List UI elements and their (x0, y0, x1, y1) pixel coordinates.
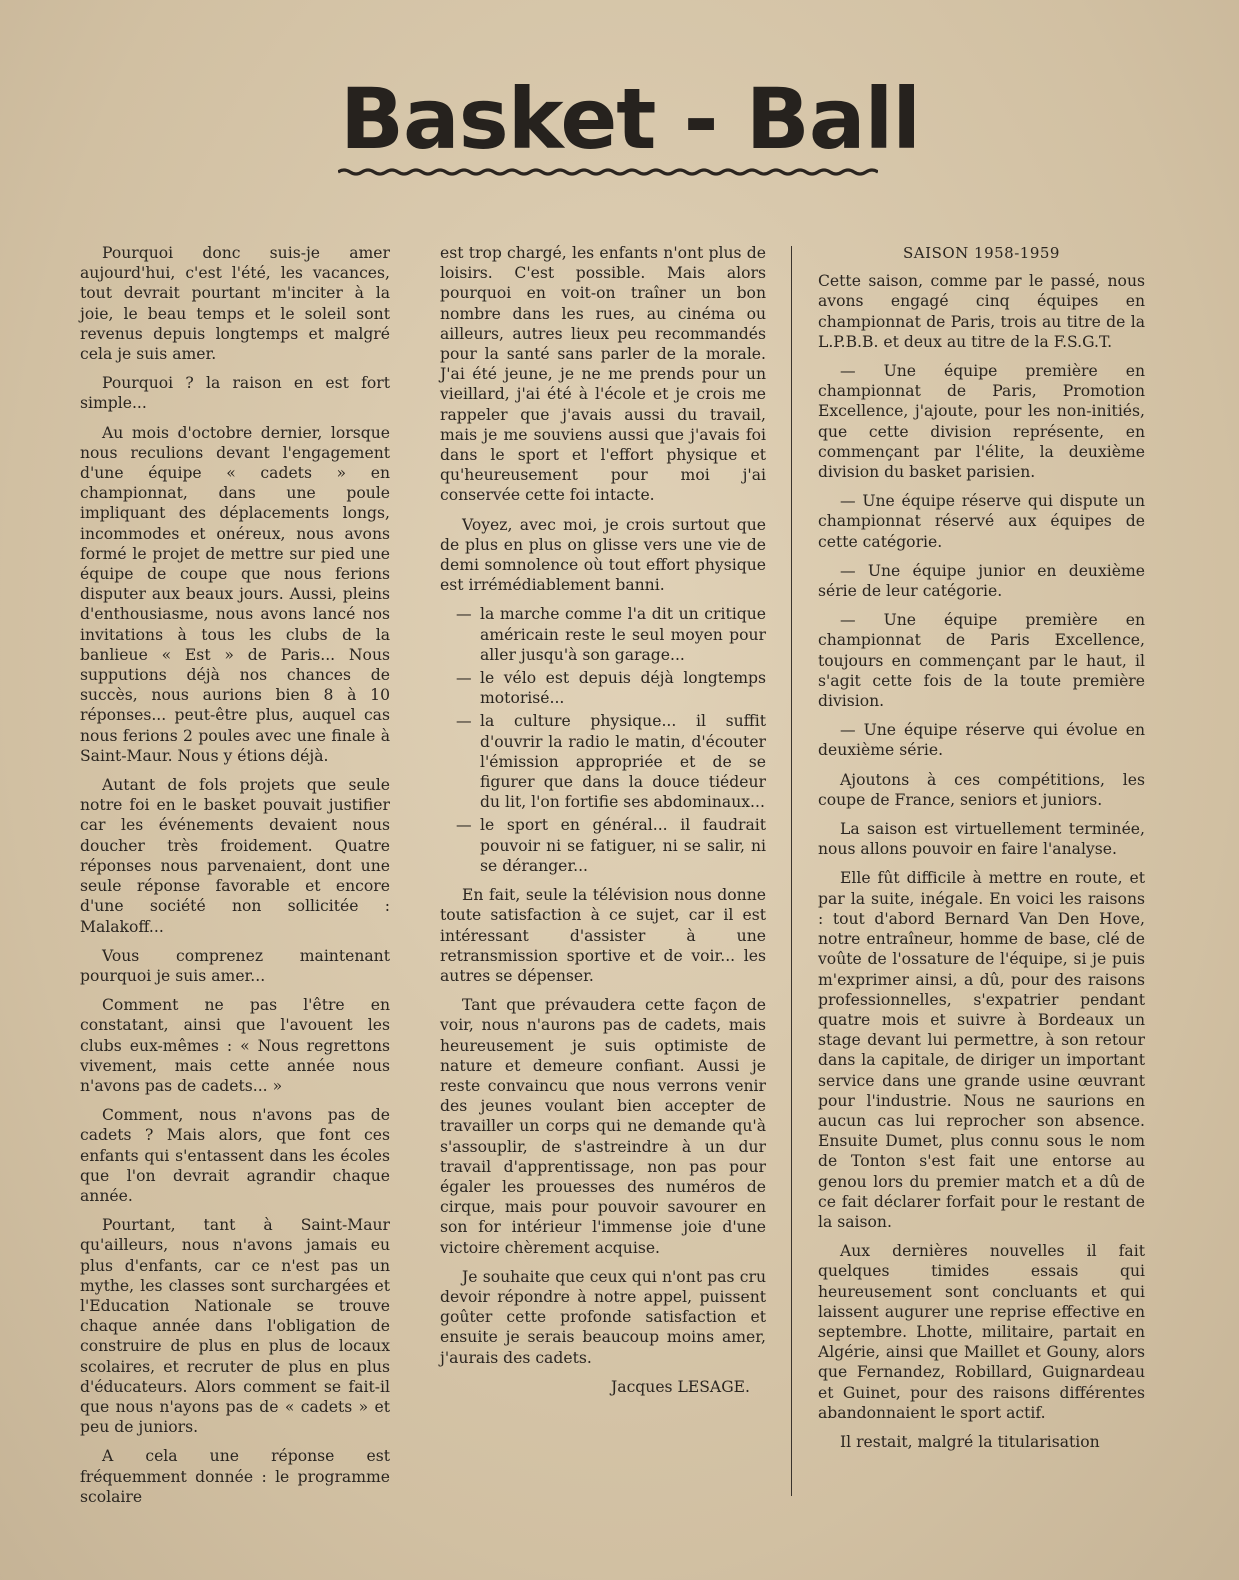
paragraph: Cette saison, comme par le passé, nous avons engagé cinq équipes en championnat de Paris, trois au titre de la L.P.B.B. et deux au titre de la F.S.G.T. (818, 272, 1145, 351)
column-1 (80, 243, 390, 1516)
paragraph: Comment, nous n'avons pas de cadets ? Mais alors, que font ces enfants qui s'entassent dans les écoles que l'on devrait agrandir chaque année. (80, 1106, 390, 1205)
dash-list (440, 604, 766, 876)
paragraph: Au mois d'octobre dernier, lorsque nous reculions devant l'engagement d'une équipe « cadets » en championnat, dans une poule impliquant des déplacements longs, incommodes et onéreux, nous avons formé le projet de mettre sur pied une équipe de coupe que nous ferions disputer aux beaux jours. Aussi, pleins d'enthousiasme, nous avons lancé nos invitations à tous les clubs de la banlieue « Est » de Paris... Nous supputions déjà nos chances de succès, nous aurions bien 8 à 10 réponses... peut-être plus, auquel cas nous ferions 2 poules avec une finale à Saint-Maur. Nous y étions déjà. (80, 423, 390, 765)
paragraph: — Une équipe réserve qui dispute un championnat réservé aux équipes de cette catégorie. (818, 492, 1145, 551)
paragraph: est trop chargé, les enfants n'ont plus de loisirs. C'est possible. Mais alors pourquoi en voit-on traîner un bon nombre dans les rues, au cinéma ou ailleurs, autres lieux peu recommandés pour la santé sans parler de la morale. J'ai été jeune, je ne me prends pour un vieillard, j'ai été à l'école et je crois me rappeler que j'avais aussi du travail, mais je me souviens aussi que j'avais foi dans le sport et l'effort physique et qu'heureusement pour moi j'ai conservée cette foi intacte. (440, 244, 766, 505)
article-title: Basket - Ball (340, 70, 921, 168)
paragraph: Tant que prévaudera cette façon de voir, nous n'aurons pas de cadets, mais heureusement je suis optimiste de nature et demeure confiant. Aussi je reste convaincu que nous verrons venir des jeunes voulant bien accepter de travailler un corps qui ne demande qu'à s'assouplir, de s'astreindre à un dur travail d'apprentissage, non pas pour égaler les prouesses des numéros de cirque, mais pour pouvoir savourer en son for intérieur l'immense joie d'une victoire chèrement acquise. (440, 996, 766, 1257)
paragraph: La saison est virtuellement terminée, nous allons pouvoir en faire l'analyse. (818, 820, 1145, 859)
column-divider (791, 246, 792, 1496)
paragraph: Pourquoi ? la raison en est fort simple... (80, 374, 390, 413)
paragraph: Elle fût difficile à mettre en route, et par la suite, inégale. En voici les raisons : tout d'abord Bernard Van Den Hove, notre entraîneur, homme de base, clé de voûte de l'ossature de l'équipe, si je puis m'exprimer ainsi, a dû, pour des raisons professionnelles, s'expatrier pendant quatre mois et suivre à Bordeaux un stage devant lui permettre, à son retour dans la capitale, de diriger un important service dans une grande usine œuvrant pour l'industrie. Nous ne saurions en aucun cas lui reprocher son absence. Ensuite Dumet, plus connu sous le nom de Tonton s'est fait une entorse au genou lors du premier match et a dû de ce fait déclarer forfait pour le restant de la saison. (818, 869, 1145, 1231)
author-signature: Jacques LESAGE. (611, 1377, 750, 1396)
list-item: — la marche comme l'a dit un critique américain reste le seul moyen pour aller jusqu'à son garage... (456, 605, 766, 664)
paragraph: Aux dernières nouvelles il fait quelques timides essais qui heureusement sont concluants et qui laissent augurer une reprise effective en septembre. Lhotte, militaire, partait en Algérie, ainsi que Maillet et Gouny, alors que Fernandez, Robillard, Guignardeau et Guinet, pour des raisons différentes abandonnaient le sport actif. (818, 1242, 1145, 1422)
paragraph: — Une équipe première en championnat de Paris Excellence, toujours en commençant par le haut, il s'agit cette fois de la toute première division. (818, 611, 1145, 711)
list-item: — le sport en général... il faudrait pouvoir ni se fatiguer, ni se salir, ni se déranger... (456, 816, 766, 875)
paragraph: Pourtant, tant à Saint-Maur qu'ailleurs, nous n'avons jamais eu plus d'enfants, car ce n'est pas un mythe, les classes sont surchargées et l'Education Nationale se trouve chaque année dans l'obligation de construire de plus en plus de locaux scolaires, et recruter de plus en plus d'éducateurs. Alors comment se fait-il que nous n'ayons pas de « cadets » et peu de juniors. (80, 1216, 390, 1437)
paragraph: Vous comprenez maintenant pourquoi je suis amer... (80, 946, 390, 985)
paragraph: Autant de fols projets que seule notre foi en le basket pouvait justifier car les événements devaient nous doucher très froidement. Quatre réponses nous parvenaient, dont une seule réponse favorable et encore d'une société non sollicitée : Malakoff... (80, 776, 390, 936)
paragraph: Je souhaite que ceux qui n'ont pas cru devoir répondre à notre appel, puissent goûter cette profonde satisfaction et ensuite je serais beaucoup moins amer, j'aurais des cadets. (440, 1267, 766, 1367)
section-heading: SAISON 1958-1959 (903, 244, 1060, 262)
paragraph: — Une équipe réserve qui évolue en deuxième série. (818, 721, 1145, 760)
paragraph: Il restait, malgré la titularisation (840, 1432, 1100, 1451)
paragraph: En fait, seule la télévision nous donne toute satisfaction à ce sujet, car il est intéressant d'assister à une retransmission sportive et de voir... les autres se dépenser. (440, 886, 766, 985)
paragraph: A cela une réponse est fréquemment donnée : le programme scolaire (80, 1447, 390, 1506)
column-2 (440, 243, 766, 1397)
column-3 (818, 243, 1145, 1461)
paragraph: Pourquoi donc suis-je amer aujourd'hui, c'est l'été, les vacances, tout devrait pourtant m'inciter à la joie, le beau temps et le soleil sont revenus depuis longtemps et malgré cela je suis amer. (80, 244, 390, 364)
paragraph: — Une équipe junior en deuxième série de leur catégorie. (818, 561, 1145, 601)
paragraph: Voyez, avec moi, je crois surtout que de plus en plus on glisse vers une vie de demi somnolence où tout effort physique est irrémédiablement banni. (440, 515, 766, 595)
list-item: — la culture physique... il suffit d'ouvrir la radio le matin, d'écouter l'émission appropriée et de se figurer que dans la douce tiédeur du lit, l'on fortifie ses abdominaux... (456, 712, 766, 812)
list-item: — le vélo est depuis déjà longtemps motorisé... (456, 669, 766, 708)
paragraph: Comment ne pas l'être en constatant, ainsi que l'avouent les clubs eux-mêmes : « Nous regrettons vivement, mais cette année nous n'avons pas de cadets... » (80, 996, 390, 1095)
paragraph: — Une équipe première en championnat de Paris, Promotion Excellence, j'ajoute, pour les non-initiés, que cette division représente, en commençant par l'élite, la deuxième division du basket parisien. (818, 362, 1145, 482)
paragraph: Ajoutons à ces compétitions, les coupe de France, seniors et juniors. (818, 770, 1145, 809)
title-wavy-underline (338, 166, 878, 178)
